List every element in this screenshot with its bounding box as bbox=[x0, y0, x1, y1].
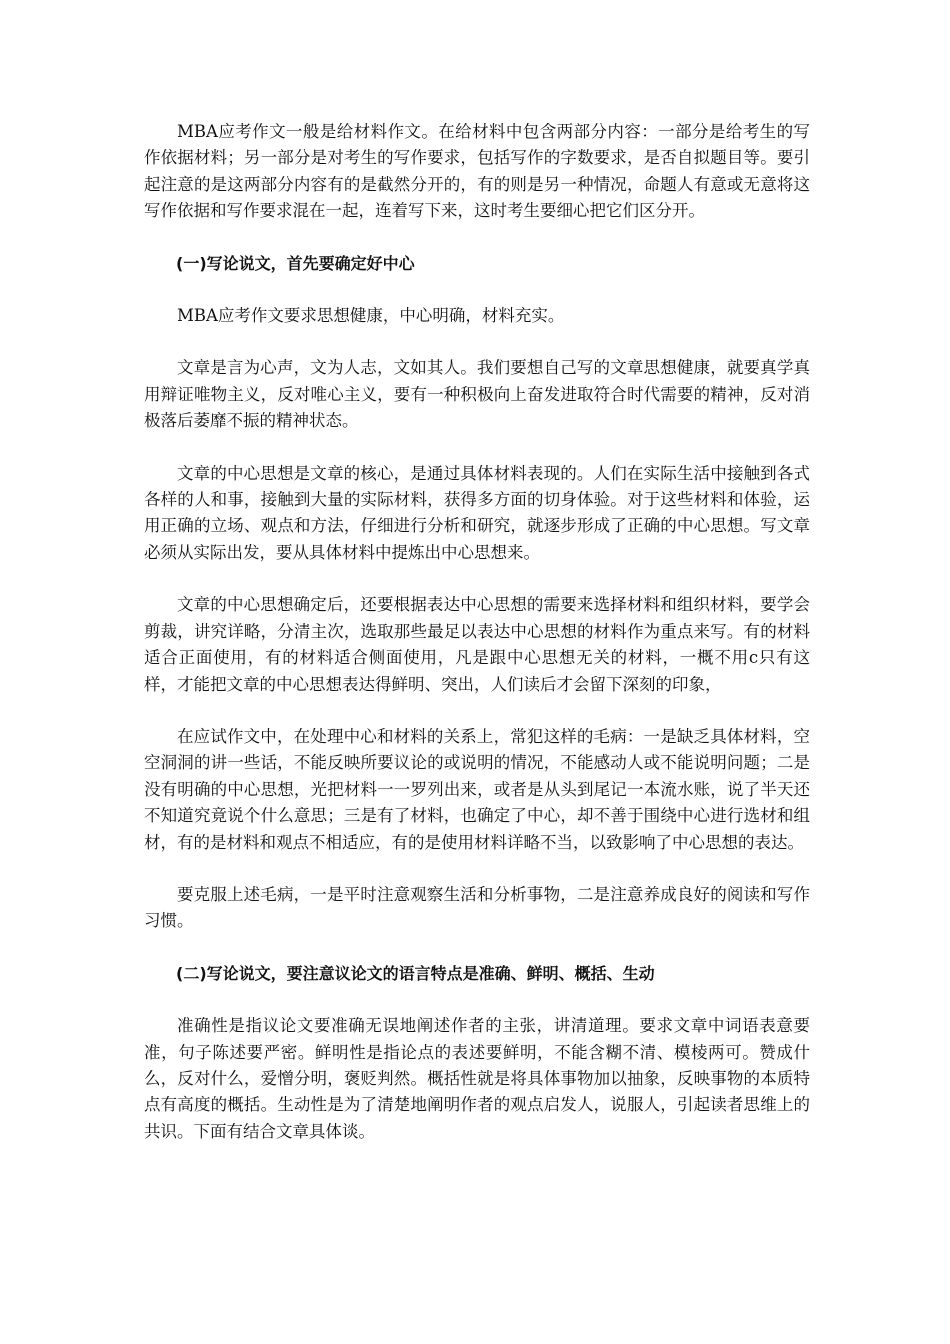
paragraph-overcome: 要克服上述毛病，一是平时注意观察生活和分析事物，二是注意养成良好的阅读和写作习惯。 bbox=[144, 884, 810, 931]
paragraph-common-mistakes: 在应试作文中，在处理中心和材料的关系上，常犯这样的毛病：一是缺乏具体材料，空空洞洞的讲一些话，不能反映所要议论的或说明的情况，不能感动人或不能说明问题；二是没有明确的中心思想，光把材料一一罗列出来，或者是从头到尾记一本流水账，说了半天还不知道究竟说个什么意思；三是有了材料，也确定了中心，却不善于围绕中心进行选材和组材，有的是材料和观点不相适应，有的是使用材料详略不当，以致影响了中心思想的表达。 bbox=[144, 726, 810, 852]
paragraph-central-idea: 文章的中心思想是文章的核心，是通过具体材料表现的。人们在实际生活中接触到各式各样的人和事，接触到大量的实际材料，获得多方面的切身体验。对于这些材料和体验，运用正确的立场、观点和方法，仔细进行分析和研究，就逐步形成了正确的中心思想。写文章必须从实际出发，要从具体材料中提炼出中心思想来。 bbox=[144, 463, 810, 562]
section-heading-2: (二)写论说文，要注意议论文的语言特点是准确、鲜明、概括、生动 bbox=[176, 963, 655, 983]
document-page bbox=[144, 119, 810, 1171]
paragraph-thought: 文章是言为心声，文为人志，文如其人。我们要想自己写的文章思想健康，就要真学真用辩证唯物主义，反对唯心主义，要有一种积极向上奋发进取符合时代需要的精神，反对消极落后萎靡不振的精神状态。 bbox=[144, 358, 810, 431]
intro-paragraph: MBA应考作文一般是给材料作文。在给材料中包含两部分内容：一部分是给考生的写作依据材料；另一部分是对考生的写作要求，包括写作的字数要求，是否自拟题目等。要引起注意的是这两部分内容有的是截然分开的，有的则是另一种情况，命题人有意或无意将这写作依据和写作要求混在一起，连着写下来，这时考生要细心把它们区分开。 bbox=[144, 122, 810, 221]
paragraph-requirements: MBA应考作文要求思想健康，中心明确，材料充实。 bbox=[177, 306, 565, 326]
paragraph-language-features: 准确性是指议论文要准确无误地阐述作者的主张，讲清道理。要求文章中词语表意要准，句子陈述要严密。鲜明性是指论点的表述要鲜明，不能含糊不清、模棱两可。赞成什么，反对什么，爱憎分明，褒贬判然。概括性就是将具体事物加以抽象，反映事物的本质特点有高度的概括。生动性是为了清楚地阐明作者的观点启发人，说服人，引起读者思维上的共识。下面有结合文章具体谈。 bbox=[144, 1016, 810, 1141]
paragraph-material-selection: 文章的中心思想确定后，还要根据表达中心思想的需要来选择材料和组织材料，要学会剪裁，讲究详略，分清主次，选取那些最足以表达中心思想的材料作为重点来写。有的材料适合正面使用，有的材料适合侧面使用，凡是跟中心思想无关的材料，一概不用c只有这样，才能把文章的中心思想表达得鲜明、突出，人们读后才会留下深刻的印象， bbox=[144, 595, 810, 694]
section-heading-1: (一)写论说文，首先要确定好中心 bbox=[176, 253, 415, 273]
